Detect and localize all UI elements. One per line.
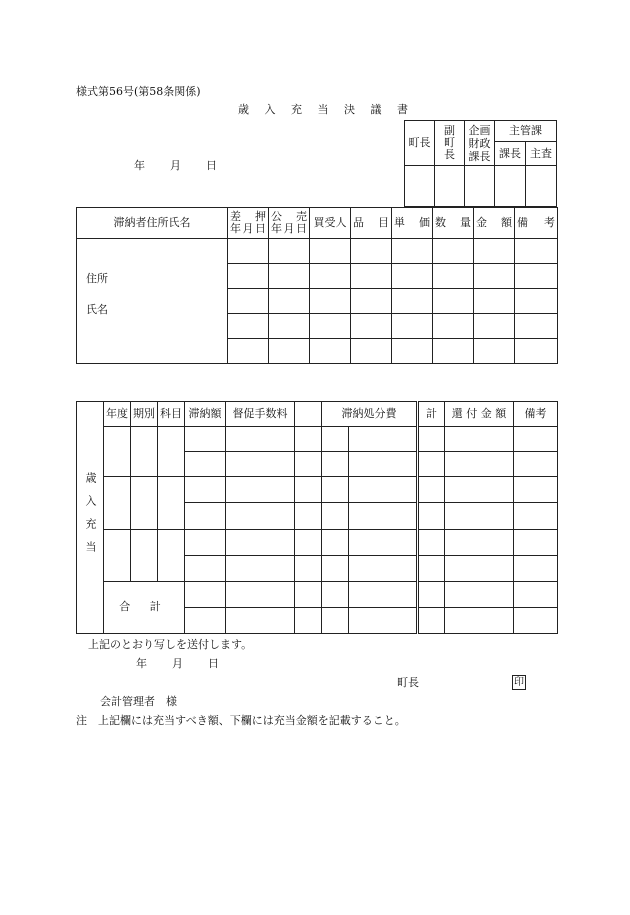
table-cell[interactable] bbox=[226, 607, 295, 633]
table-cell[interactable] bbox=[226, 477, 295, 503]
property-table bbox=[76, 207, 558, 364]
table-cell[interactable] bbox=[322, 503, 349, 529]
table-cell[interactable] bbox=[185, 503, 226, 529]
table-cell[interactable] bbox=[392, 314, 433, 339]
header-fiscal-year: 年度 bbox=[104, 402, 131, 427]
table-cell[interactable] bbox=[514, 452, 558, 477]
address-name-cell[interactable] bbox=[77, 239, 228, 364]
table-cell[interactable] bbox=[322, 555, 349, 581]
sum-label: 合 計 bbox=[104, 581, 185, 633]
header-reminder-fee: 督促手数料 bbox=[226, 402, 295, 427]
approval-chief-label: 主査 bbox=[526, 142, 557, 166]
footer-mayor: 町長 bbox=[397, 676, 419, 689]
table-cell[interactable] bbox=[349, 477, 418, 503]
approval-dept-label: 主管課 bbox=[495, 121, 557, 142]
approval-vice-mayor-label: 副町長 bbox=[435, 121, 465, 166]
table-cell[interactable] bbox=[445, 452, 514, 477]
table-cell[interactable] bbox=[349, 555, 418, 581]
table-cell[interactable] bbox=[474, 239, 515, 264]
header-delinquent-name: 滞納者住所氏名 bbox=[77, 208, 228, 239]
table-cell[interactable] bbox=[392, 239, 433, 264]
date-day: 日 bbox=[206, 159, 217, 172]
table-cell[interactable] bbox=[418, 427, 445, 452]
table-cell[interactable] bbox=[515, 289, 558, 314]
table-cell[interactable] bbox=[310, 239, 351, 264]
table-cell[interactable] bbox=[295, 477, 322, 503]
table-cell[interactable] bbox=[351, 339, 392, 364]
header-subject: 科目 bbox=[158, 402, 185, 427]
footer-day: 日 bbox=[208, 657, 219, 670]
table-cell[interactable] bbox=[349, 607, 418, 633]
approval-mayor-label: 町長 bbox=[405, 121, 435, 166]
table-cell[interactable] bbox=[433, 314, 474, 339]
table-cell[interactable] bbox=[322, 452, 349, 477]
table-cell[interactable] bbox=[295, 427, 322, 452]
note-text: 注 上記欄には充当すべき額、下欄には充当金額を記載すること。 bbox=[76, 714, 406, 727]
table-cell[interactable] bbox=[418, 503, 445, 529]
table-cell[interactable] bbox=[322, 529, 349, 555]
header-period: 期別 bbox=[131, 402, 158, 427]
table-cell[interactable] bbox=[418, 555, 445, 581]
page-title: 歳 入 充 当 決 議 書 bbox=[238, 103, 414, 116]
table-cell[interactable] bbox=[185, 427, 226, 452]
table-cell[interactable] bbox=[445, 477, 514, 503]
table-cell[interactable] bbox=[514, 477, 558, 503]
stamp-box-mayor[interactable] bbox=[405, 166, 435, 207]
table-cell[interactable] bbox=[474, 264, 515, 289]
name-label: 氏名 bbox=[86, 303, 108, 316]
table-cell[interactable] bbox=[185, 607, 226, 633]
table-cell[interactable] bbox=[269, 239, 310, 264]
copy-sent-text: 上記のとおり写しを送付します。 bbox=[88, 638, 253, 651]
subject-cell[interactable] bbox=[158, 427, 185, 477]
table-cell[interactable] bbox=[322, 477, 349, 503]
table-cell[interactable] bbox=[445, 427, 514, 452]
table-cell[interactable] bbox=[185, 529, 226, 555]
table-cell[interactable] bbox=[351, 239, 392, 264]
header-remarks-2: 備考 bbox=[514, 402, 558, 427]
table-cell[interactable] bbox=[349, 529, 418, 555]
table-cell[interactable] bbox=[226, 452, 295, 477]
stamp-box-chief[interactable] bbox=[526, 166, 557, 207]
table-cell[interactable] bbox=[445, 529, 514, 555]
table-cell[interactable] bbox=[418, 607, 445, 633]
table-cell[interactable] bbox=[515, 339, 558, 364]
table-cell[interactable] bbox=[514, 581, 558, 607]
table-cell[interactable] bbox=[445, 555, 514, 581]
header-arrears: 滞納額 bbox=[185, 402, 226, 427]
table-cell[interactable] bbox=[433, 339, 474, 364]
table-cell[interactable] bbox=[226, 503, 295, 529]
side-label: 歳入充当 bbox=[84, 471, 97, 564]
header-item: 品 目 bbox=[351, 208, 392, 239]
table-cell[interactable] bbox=[349, 452, 418, 477]
table-cell[interactable] bbox=[295, 581, 322, 607]
table-cell[interactable] bbox=[269, 314, 310, 339]
fiscal-year-cell[interactable] bbox=[104, 477, 131, 529]
table-cell[interactable] bbox=[295, 529, 322, 555]
approval-planning-label: 企画財政課長 bbox=[465, 121, 495, 166]
table-cell[interactable] bbox=[185, 477, 226, 503]
table-cell[interactable] bbox=[514, 555, 558, 581]
table-cell[interactable] bbox=[514, 503, 558, 529]
stamp-box-dept-head[interactable] bbox=[495, 166, 526, 207]
subject-cell[interactable] bbox=[158, 477, 185, 529]
table-cell[interactable] bbox=[295, 555, 322, 581]
table-cell[interactable] bbox=[269, 289, 310, 314]
table-cell[interactable] bbox=[349, 581, 418, 607]
table-cell[interactable] bbox=[515, 314, 558, 339]
table-cell[interactable] bbox=[418, 581, 445, 607]
table-cell[interactable] bbox=[474, 314, 515, 339]
table-cell[interactable] bbox=[351, 289, 392, 314]
table-cell[interactable] bbox=[226, 529, 295, 555]
header-buyer: 買受人 bbox=[310, 208, 351, 239]
table-cell[interactable] bbox=[418, 477, 445, 503]
footer-year: 年 bbox=[136, 657, 147, 670]
table-cell[interactable] bbox=[433, 264, 474, 289]
table-cell[interactable] bbox=[474, 289, 515, 314]
table-cell[interactable] bbox=[295, 503, 322, 529]
table-cell[interactable] bbox=[514, 427, 558, 452]
header-sale-date: 公 売 年月日 bbox=[269, 208, 310, 239]
table-cell[interactable] bbox=[310, 314, 351, 339]
table-cell[interactable] bbox=[228, 239, 269, 264]
table-cell[interactable] bbox=[185, 555, 226, 581]
stamp-box-vice-mayor[interactable] bbox=[435, 166, 465, 207]
table-cell[interactable] bbox=[228, 314, 269, 339]
subject-cell[interactable] bbox=[158, 529, 185, 581]
period-cell[interactable] bbox=[131, 529, 158, 581]
table-cell[interactable] bbox=[226, 581, 295, 607]
table-cell[interactable] bbox=[322, 607, 349, 633]
recipient-text: 会計管理者 様 bbox=[100, 695, 177, 708]
header-seizure-date: 差 押 年月日 bbox=[228, 208, 269, 239]
table-cell[interactable] bbox=[418, 529, 445, 555]
fiscal-year-cell[interactable] bbox=[104, 427, 131, 477]
header-remarks: 備 考 bbox=[515, 208, 558, 239]
table-cell[interactable] bbox=[515, 239, 558, 264]
date-month: 月 bbox=[170, 159, 181, 172]
table-cell[interactable] bbox=[351, 264, 392, 289]
period-cell[interactable] bbox=[131, 427, 158, 477]
table-cell[interactable] bbox=[310, 264, 351, 289]
header-total: 計 bbox=[418, 402, 445, 427]
table-cell[interactable] bbox=[226, 427, 295, 452]
table-cell[interactable] bbox=[349, 427, 418, 452]
header-amount: 金 額 bbox=[474, 208, 515, 239]
header-unit-price: 単 価 bbox=[392, 208, 433, 239]
table-cell[interactable] bbox=[310, 289, 351, 314]
table-cell[interactable] bbox=[228, 264, 269, 289]
table-cell[interactable] bbox=[185, 581, 226, 607]
table-cell[interactable] bbox=[269, 339, 310, 364]
table-cell[interactable] bbox=[295, 452, 322, 477]
table-cell[interactable] bbox=[392, 339, 433, 364]
form-number: 様式第56号(第58条関係) bbox=[76, 85, 201, 98]
stamp-box-planning[interactable] bbox=[465, 166, 495, 207]
header-quantity: 数 量 bbox=[433, 208, 474, 239]
table-cell[interactable] bbox=[418, 452, 445, 477]
table-cell[interactable] bbox=[433, 289, 474, 314]
table-cell[interactable] bbox=[295, 607, 322, 633]
address-label: 住所 bbox=[86, 272, 108, 285]
table-cell[interactable] bbox=[514, 607, 558, 633]
table-cell[interactable] bbox=[445, 503, 514, 529]
appropriation-table bbox=[76, 401, 558, 634]
table-cell[interactable] bbox=[514, 529, 558, 555]
date-year: 年 bbox=[134, 159, 145, 172]
table-cell[interactable] bbox=[269, 264, 310, 289]
side-label-cell bbox=[77, 402, 104, 634]
table-cell[interactable] bbox=[474, 339, 515, 364]
table-cell[interactable] bbox=[226, 555, 295, 581]
table-cell[interactable] bbox=[515, 264, 558, 289]
period-cell[interactable] bbox=[131, 477, 158, 529]
table-cell[interactable] bbox=[322, 427, 349, 452]
seal-mark: 印 bbox=[514, 677, 524, 688]
header-disposal-cost: 滞納処分費 bbox=[322, 402, 418, 427]
table-cell[interactable] bbox=[310, 339, 351, 364]
approval-table bbox=[404, 120, 557, 207]
table-cell[interactable] bbox=[228, 339, 269, 364]
table-cell[interactable] bbox=[445, 607, 514, 633]
table-cell[interactable] bbox=[392, 289, 433, 314]
header-blank-a bbox=[295, 402, 322, 427]
table-cell[interactable] bbox=[322, 581, 349, 607]
table-cell[interactable] bbox=[228, 289, 269, 314]
table-cell[interactable] bbox=[349, 503, 418, 529]
table-cell[interactable] bbox=[392, 264, 433, 289]
approval-dept-head-label: 課長 bbox=[495, 142, 526, 166]
table-cell[interactable] bbox=[185, 452, 226, 477]
table-cell[interactable] bbox=[433, 239, 474, 264]
footer-month: 月 bbox=[172, 657, 183, 670]
header-refund: 還 付 金 額 bbox=[445, 402, 514, 427]
table-cell[interactable] bbox=[351, 314, 392, 339]
table-cell[interactable] bbox=[445, 581, 514, 607]
fiscal-year-cell[interactable] bbox=[104, 529, 131, 581]
